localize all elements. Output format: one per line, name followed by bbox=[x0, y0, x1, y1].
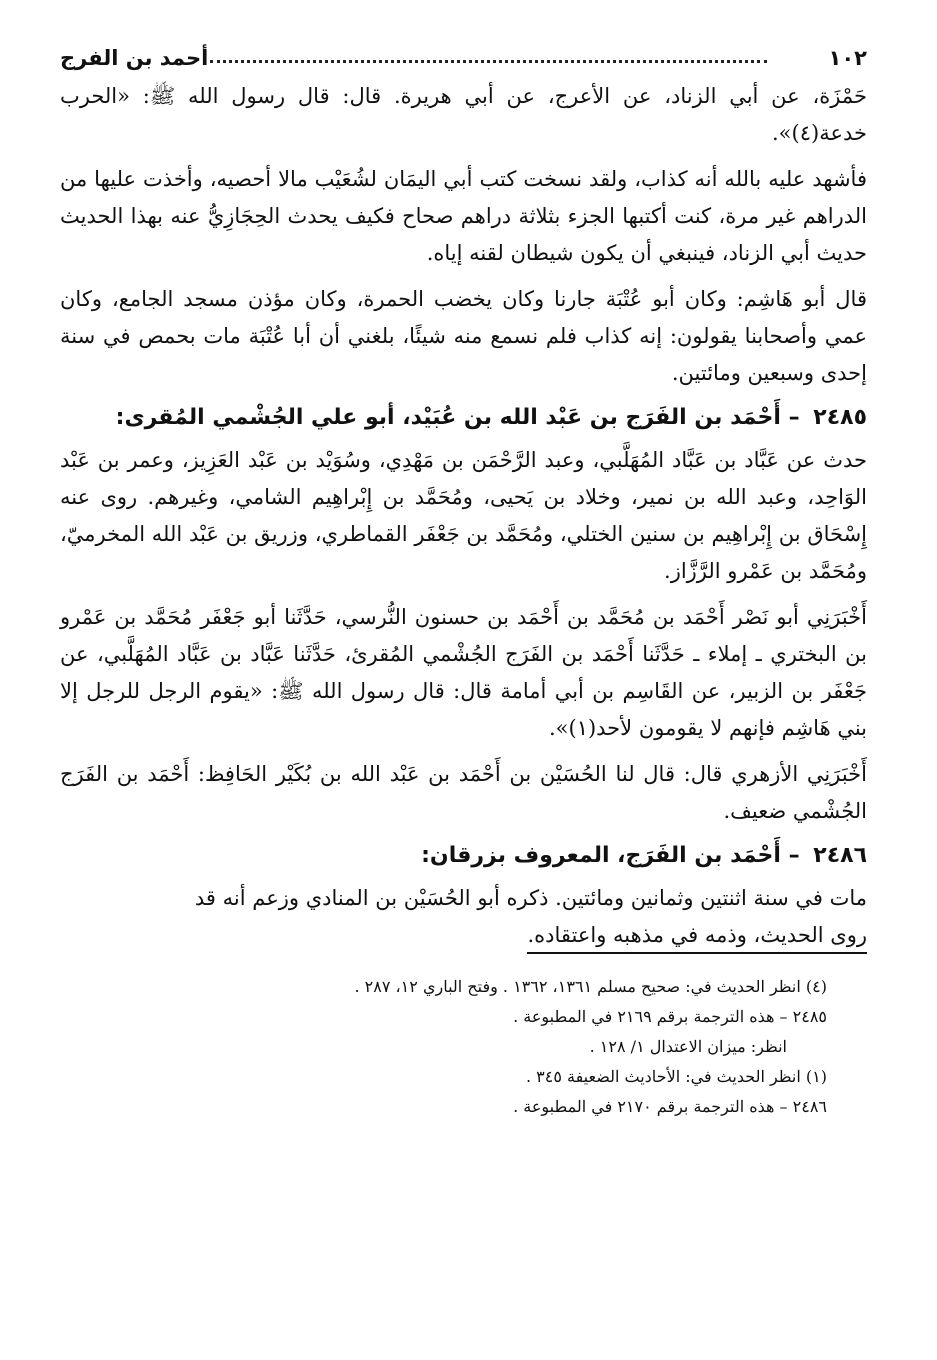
paragraph: مات في سنة اثنتين وثمانين ومائتين. ذكره أبو الحُسَيْن بن المنادي وزعم أنه قد bbox=[194, 886, 867, 910]
footnote: انظر: ميزان الاعتدال ١/ ١٢٨ . bbox=[589, 1037, 787, 1056]
running-title: أحمد بن الفرج bbox=[60, 46, 209, 70]
entry-title: – أَحْمَد بن الفَرَج بن عَبْد الله بن عُبَيْد، أبو علي الجُشْمي المُقرى: bbox=[115, 405, 800, 430]
entry-title: – أَحْمَد بن الفَرَج، المعروف بزرقان: bbox=[421, 843, 800, 868]
entry-number: ٢٤٨٥ bbox=[813, 405, 867, 430]
footnote: (٤) انظر الحديث في: صحيح مسلم ١٣٦١، ١٣٦٢ . وفتح الباري ١٢، ٢٨٧ . bbox=[354, 977, 827, 996]
main-text bbox=[60, 78, 867, 954]
paragraph: أَخْبَرَنِي الأزهري قال: قال لنا الحُسَيْن بن أَحْمَد بن عَبْد الله بن بُكَيْر الحَافِظ: أَحْمَد بن الفَرَج الجُشْمي ضعيف. bbox=[60, 762, 867, 823]
underlined-last-line: روى الحديث، وذمه في مذهبه واعتقاده. bbox=[527, 918, 867, 954]
paragraph: قال أبو هَاشِم: وكان أبو عُتْبَة جارنا وكان يخضب الحمرة، وكان مؤذن مسجد الجامع، وكان عمي وأصحابنا يقولون: إنه كذاب فلم نسمع منه شيئًا، بلغني أن أبا عُتْبَة مات بحمص في سنة إحدى وسبعين ومائتين. bbox=[60, 287, 867, 385]
paragraph: فأشهد عليه بالله أنه كذاب، ولقد نسخت كتب أبي اليمَان لشُعَيْب مالا أحصيه، وأخذت عليها من الدراهم غير مرة، كنت أكتبها الجزء بثلاثة دراهم صحاح فكيف يحدث الحِجَازِيُّ عنه بهذا الحديث حديث أبي الزناد، فينبغي أن يكون شيطان لقنه إياه. bbox=[60, 167, 867, 265]
page-number: ١٠٢ bbox=[828, 46, 867, 70]
footnote: ٢٤٨٦ – هذه الترجمة برقم ٢١٧٠ في المطبوعة . bbox=[513, 1097, 827, 1116]
header-dotted-leader bbox=[210, 60, 767, 63]
paragraph: حَمْزَة، عن أبي الزناد، عن الأعرج، عن أبي هريرة. قال: قال رسول الله ﷺ: «الحرب خدعة(٤)». bbox=[60, 84, 867, 145]
book-page bbox=[60, 38, 867, 1122]
entry-heading-2486 bbox=[60, 837, 867, 875]
entry-number: ٢٤٨٦ bbox=[813, 843, 867, 868]
paragraph: أَخْبَرَنِي أبو نَصْر أَحْمَد بن مُحَمَّد بن أَحْمَد بن حسنون النُّرسي، حَدَّثَنا أبو جَعْفَر مُحَمَّد بن عَمْرو بن البختري ـ إملاء ـ حَدَّثَنا أَحْمَد بن الفَرَج الجُشْمي المُقرئ، حَدَّثَنا عَبَّاد بن عَبَّاد المُهَلَّبي، عن جَعْفَر بن الزبير، عن القَاسِم بن أبي أمامة قال: قال رسول الله ﷺ: «يقوم الرجل للرجل إلا بني هَاشِم فإنهم لا يقومون لأحد(١)». bbox=[60, 605, 867, 740]
page-header bbox=[60, 38, 867, 78]
footnote: ٢٤٨٥ – هذه الترجمة برقم ٢١٦٩ في المطبوعة . bbox=[513, 1007, 827, 1026]
footnotes bbox=[60, 972, 867, 1122]
paragraph: حدث عن عَبَّاد بن عَبَّاد المُهَلَّبي، وعبد الرَّحْمَن بن مَهْدِي، وسُوَيْد بن عَبْد العَزِيز، وعمر بن عَبْد الوَاحِد، وعبد الله بن نمير، وخلاد بن يَحيى، ومُحَمَّد بن إِبْراهِيم الشامي، وغيرهم. روى عنه إِسْحَاق بن إِبْراهِيم بن سنين الختلي، ومُحَمَّد بن جَعْفَر القماطري، وزريق بن عَبْد الله المخرميّ، ومُحَمَّد بن عَمْرو الرَّزَّاز. bbox=[60, 448, 867, 583]
footnote: (١) انظر الحديث في: الأحاديث الضعيفة ٣٤٥ . bbox=[525, 1067, 827, 1086]
entry-heading-2485 bbox=[60, 399, 867, 437]
